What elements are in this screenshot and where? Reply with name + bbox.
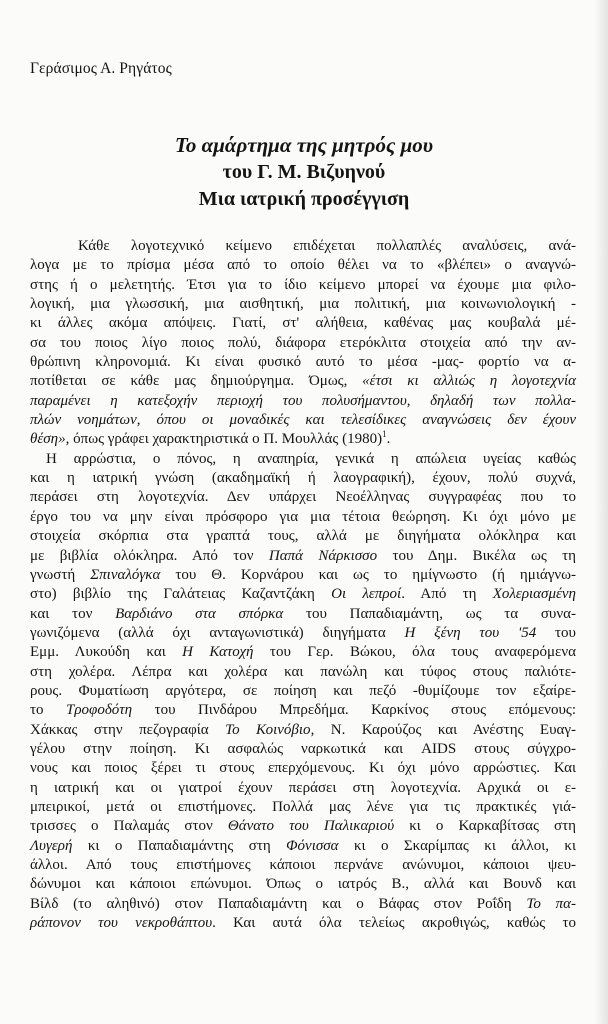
- text-span: λογα με το πρίσμα μέσα από το οποίο θέλει να το «βλέπει» ο αναγνώ-: [30, 257, 576, 274]
- text-line: [30, 372, 576, 391]
- text-line: [30, 643, 576, 662]
- text-line: [30, 798, 576, 817]
- article-title: [0, 132, 608, 213]
- title-line-1: Το αμάρτημα της μητρός μου: [174, 133, 434, 157]
- title-line-3: Μια ιατρική προσέγγιση: [198, 188, 410, 210]
- italic-span: Οι λεπροί: [331, 586, 402, 603]
- italic-span: θέση»: [30, 431, 66, 448]
- text-line: [30, 663, 576, 682]
- italic-span: πλών νοημάτων, όπου οι μοναδικές και τελεσίδικες αναγνώσεις δεν έχουν: [30, 412, 576, 429]
- running-head-author: Γεράσιμος Α. Ρηγάτος: [30, 60, 172, 77]
- text-span: κι ο Παπαδιαμάντης στη: [72, 837, 287, 854]
- text-span: με βιβλία ολόκληρα. Από τον: [30, 547, 269, 564]
- text-span: του Γερ. Βώκου, όλα τους αναφερόμενα: [253, 644, 576, 661]
- text-span: σα του ποιος λίγο ποιος πολύ, διάφορα ετερόκλιτα στοιχεία από την αν-: [30, 334, 576, 351]
- italic-span: Βαρδιάνο στα σπόρκα: [115, 605, 284, 622]
- text-span: του Παπαδιαμάντη, ως τα συνα-: [283, 605, 576, 622]
- text-span: μπειρικοί, μετά οι επιστήμονες. Πολλά μας λένε για τις πρακτικές γιά-: [30, 798, 576, 815]
- text-line: [30, 682, 576, 701]
- text-line: [30, 547, 576, 566]
- italic-span: Φόνισσα: [286, 837, 339, 854]
- italic-span: «έτσι κι αλλιώς η λογοτεχνία: [362, 373, 576, 390]
- text-span: κι ο Καρκαβίτσας στη: [394, 818, 576, 835]
- text-line: [30, 237, 576, 256]
- text-line: [30, 488, 576, 507]
- text-span: του Πινδάρου Μπρεδήμα. Καρκίνος στους επόμενους:: [132, 702, 576, 719]
- text-line: [30, 295, 576, 314]
- text-span: στης ή ο μελετητής. Έτσι για το ίδιο κείμενο μπορεί να έχουμε μια φιλο-: [30, 276, 576, 293]
- italic-span: Παπά Νάρκισσο: [268, 547, 378, 564]
- footnote-ref: 1: [382, 429, 387, 440]
- text-span: η ιατρική και οι γιατροί έχουν περάσει στη λογοτεχνία. Αρχικά οι ε-: [30, 779, 576, 796]
- text-line: [30, 469, 576, 488]
- text-line: [30, 450, 576, 469]
- italic-span: Το πα-: [526, 895, 576, 912]
- text-span: δώνυμοι και κάποιοι επώνυμοι. Όπως ο ιατρός Β., αλλά και Βουνδ και: [30, 876, 576, 893]
- text-span: . Και αυτά όλα τελείως ακροθιγώς, καθώς το: [212, 915, 576, 932]
- text-span: τρισσες ο Παλαμάς στον: [30, 818, 228, 835]
- text-line: [30, 721, 576, 740]
- text-line: [30, 256, 576, 275]
- text-line: [30, 779, 576, 798]
- text-span: νους και ποιος ξέρει τι στους επερχόμενους. Κι όχι μόνο αρρώστιες. Και: [30, 760, 576, 777]
- text-line: [30, 624, 576, 643]
- text-line: [30, 585, 576, 604]
- text-line: [30, 392, 576, 411]
- text-span: γνωστή: [30, 566, 91, 583]
- italic-span: ράπονον του νεκροθάπτου: [30, 915, 213, 932]
- text-span: περάσει στη λογοτεχνία. Δεν υπάρχει Νεοέλληνας συγγραφέας που το: [30, 489, 576, 506]
- text-span: λογική, μια γλωσσική, μια αισθητική, μια πολιτική, μια κοινωνιολογική -: [30, 296, 576, 313]
- italic-span: παραμένει η κατεξοχήν περιοχή του πολυσήμαντου, δηλαδή των πολλα-: [30, 392, 576, 409]
- text-line: [30, 411, 576, 430]
- text-line: [30, 430, 576, 449]
- text-line: [30, 276, 576, 295]
- text-span: κι ο Σκαρίμπας κι άλλοι, κι: [338, 837, 576, 854]
- italic-span: Η ξένη του '54: [404, 624, 537, 641]
- text-span: άλλοι. Από τους επιστήμονες κάποιοι περνάνε ανώνυμοι, κάποιοι ψευ-: [30, 857, 576, 873]
- text-line: [30, 817, 576, 836]
- text-span: Κάθε λογοτεχνικό κείμενο επιδέχεται πολλαπλές αναλύσεις, ανά-: [78, 238, 576, 254]
- text-line: [30, 353, 576, 372]
- text-span: στο) βιβλίο της Γαλάτειας Καζαντζάκη: [30, 586, 332, 603]
- text-span: Χάκκας στην πεζογραφία: [30, 721, 226, 738]
- text-line: [30, 566, 576, 585]
- text-span: γέλου στην ποίηση. Κι ασφαλώς ναρκωτικά και AIDS στους σύγχρο-: [30, 740, 576, 757]
- italic-span: Χολεριασμένη: [492, 586, 576, 603]
- text-span: έργο του να μην είναι πρόσφορο για μια τέτοια θεώρηση. Κι όχι μόνο με: [30, 508, 576, 525]
- text-line: [30, 740, 576, 759]
- body-text: [30, 237, 576, 933]
- text-span: , Ν. Καρούζος και Ανέστης Ευαγ-: [310, 721, 576, 738]
- italic-span: Η Κατοχή: [182, 644, 254, 661]
- text-span: .: [386, 431, 391, 448]
- text-span: Η αρρώστια, ο πόνος, η αναπηρία, γενικά η απώλεια υγείας καθώς: [46, 450, 576, 467]
- text-line: [30, 314, 576, 333]
- text-span: ποτίθεται σε κάθε μας δημιούργημα. Όμως,: [30, 373, 363, 390]
- text-span: στοιχεία σκόρπια στα γραπτά τους, αλλά με διηγήματα ολόκληρα και: [30, 528, 576, 545]
- text-line: [30, 875, 576, 894]
- text-line: [30, 914, 576, 933]
- text-line: [30, 895, 576, 914]
- text-span: Εμμ. Λυκούδη και: [30, 644, 183, 661]
- text-span: κι άλλες ακόμα απόψεις. Γιατί, στ' αλήθεια, καθένας μας κουβαλά μέ-: [30, 315, 576, 332]
- text-line: [30, 759, 576, 778]
- text-span: του: [536, 624, 576, 641]
- text-span: και τον: [30, 605, 116, 622]
- italic-span: Λυγερή: [30, 837, 73, 854]
- italic-span: Σπιναλόγκα: [90, 566, 161, 583]
- text-span: του Θ. Κορνάρου και ως το ημίγνωστο (ή ημιάγνω-: [160, 566, 576, 583]
- text-span: το: [30, 702, 66, 719]
- text-line: [30, 856, 576, 875]
- text-span: ρους. Φυματίωση αργότερα, σε ποίηση και πεζό -θυμίζουμε τον εξαίρε-: [30, 682, 576, 699]
- text-span: , όπως γράφει χαρακτηριστικά ο Π. Μουλλάς (1980): [65, 431, 383, 448]
- text-span: γωνιζόμενα (αλλά όχι ανταγωνιστικά) διηγήματα: [30, 624, 405, 641]
- text-line: [30, 701, 576, 720]
- text-line: [30, 527, 576, 546]
- italic-span: Το Κοινόβιο: [225, 721, 311, 738]
- italic-span: Θάνατο του Παλικαριού: [227, 818, 395, 835]
- text-span: θρώπινη κληρονομιά. Κι είναι φυσικό αυτό το μέσα -μας- φορτίο να α-: [30, 354, 576, 371]
- text-line: [30, 334, 576, 353]
- text-span: και η ιατρική γνώση (ακαδημαϊκή ή λαογραφική), έχουν, πολύ συχνά,: [30, 470, 576, 487]
- text-span: Βίλδ (το αληθινό) στον Παπαδιαμάντη και ο Βάφας στον Ροΐδη: [30, 895, 527, 912]
- text-line: [30, 605, 576, 624]
- text-span: . Από τη: [401, 586, 493, 603]
- text-line: [30, 508, 576, 527]
- text-line: [30, 837, 576, 856]
- text-span: στη χολέρα. Λέπρα και χολέρα και πανώλη και τύφος στους παλιότε-: [30, 663, 576, 680]
- italic-span: Τροφοδότη: [65, 702, 133, 719]
- text-span: του Δημ. Βικέλα ως τη: [377, 547, 577, 564]
- title-line-2: του Γ. Μ. Βιζυηνού: [222, 161, 386, 183]
